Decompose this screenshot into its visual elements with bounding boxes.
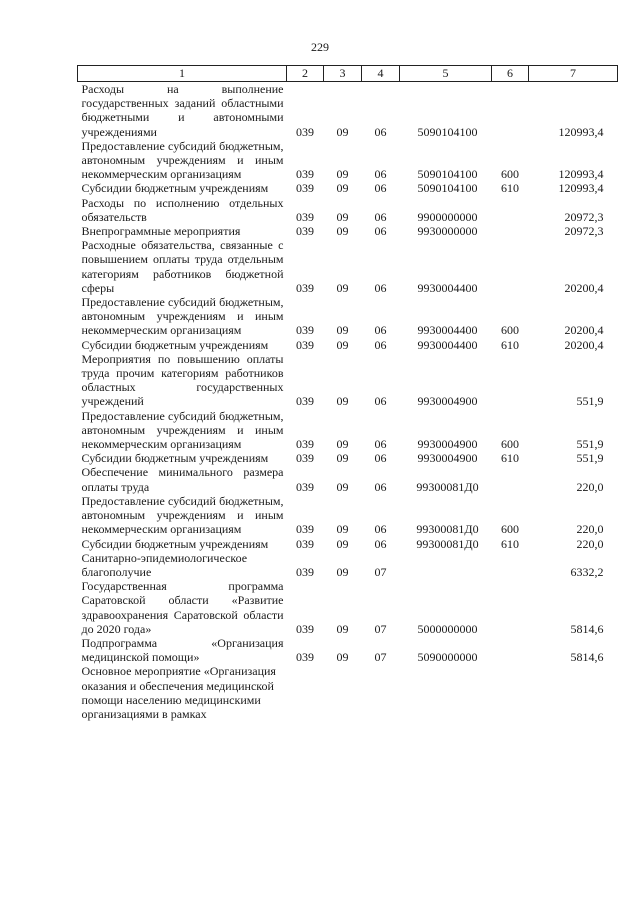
row-ministry-code [287,664,324,721]
row-expense-type: 600 [501,167,519,182]
row-name: Расходы по исполнению отдельных обязательств [81,195,284,224]
row-subsection: 06 [374,437,387,452]
row-subsection: 06 [374,479,387,494]
header-col-4: 4 [362,66,400,82]
row-subsection: 06 [374,536,387,551]
row-section: 09 [336,181,349,196]
row-name: Субсидии бюджетным учреждениям [81,337,269,352]
row-expense-type [492,352,529,409]
row-expense-type: 610 [501,536,519,551]
row-amount: 220,0 [576,479,604,494]
header-col-1: 1 [78,66,287,82]
row-expense-type [492,551,529,579]
table-row [78,494,618,537]
row-section: 09 [336,394,349,409]
table-row [78,139,618,182]
row-amount: 220,0 [576,536,604,551]
row-subsection: 06 [374,209,387,224]
table-row [78,352,618,409]
row-target-article: 9930000000 [417,224,478,239]
row-name: Предоставление субсидий бюджетным, автономным учреждениям и иным некоммерческим организациям [81,138,284,182]
table-row [78,338,618,352]
row-ministry-code: 039 [296,621,314,636]
row-subsection [362,664,400,721]
row-ministry-code: 039 [296,280,314,295]
row-amount: 120993,4 [558,167,604,182]
row-section: 09 [336,209,349,224]
row-expense-type [492,664,529,721]
row-expense-type: 610 [501,451,519,466]
row-amount: 120993,4 [558,124,604,139]
header-col-3: 3 [324,66,362,82]
row-section: 09 [336,621,349,636]
table-row [78,409,618,452]
row-subsection: 06 [374,224,387,239]
row-ministry-code: 039 [296,564,314,579]
row-amount: 551,9 [576,437,604,452]
row-target-article: 99300081Д0 [416,536,479,551]
row-subsection: 06 [374,337,387,352]
row-amount [529,664,618,721]
row-amount: 220,0 [576,522,604,537]
header-col-5: 5 [400,66,492,82]
row-name: Обеспечение минимального размера оплаты труда [81,465,284,494]
row-name: Предоставление субсидий бюджетным, автономным учреждениям и иным некоммерческим организациям [81,493,284,537]
row-ministry-code: 039 [296,479,314,494]
row-expense-type: 600 [501,437,519,452]
row-name: Государственная программа Саратовской области «Развитие здравоохранения Саратовской области до 2020 года» [81,579,284,636]
row-amount: 551,9 [576,451,604,466]
row-subsection: 06 [374,323,387,338]
row-ministry-code: 039 [296,437,314,452]
row-subsection: 07 [374,564,387,579]
row-subsection: 06 [374,167,387,182]
row-amount: 551,9 [576,394,604,409]
row-name: Санитарно-эпидемиологическое благополучие [81,550,248,579]
row-subsection: 06 [374,451,387,466]
budget-table [77,65,618,721]
row-subsection: 07 [374,650,387,665]
row-section: 09 [336,224,349,239]
row-ministry-code: 039 [296,323,314,338]
row-name: Предоставление субсидий бюджетным, автономным учреждениям и иным некоммерческим организациям [81,408,284,452]
row-section: 09 [336,522,349,537]
row-expense-type: 610 [501,181,519,196]
row-ministry-code: 039 [296,337,314,352]
row-target-article: 9930004900 [417,451,478,466]
table-row [78,295,618,338]
row-name: Внепрограммные мероприятия [81,224,241,239]
row-section: 09 [336,337,349,352]
row-section: 09 [336,323,349,338]
row-expense-type: 600 [501,323,519,338]
table-row [78,224,618,238]
row-target-article [400,551,492,579]
row-section: 09 [336,536,349,551]
header-col-6: 6 [492,66,529,82]
table-row [78,196,618,224]
row-section: 09 [336,451,349,466]
row-section: 09 [336,650,349,665]
row-ministry-code: 039 [296,181,314,196]
row-amount: 20200,4 [564,337,604,352]
row-expense-type [492,238,529,295]
row-target-article: 5000000000 [417,621,478,636]
header-row [78,66,618,82]
table-row [78,579,618,636]
table-row [78,451,618,465]
row-name: Субсидии бюджетным учреждениям [81,536,269,551]
row-subsection: 06 [374,280,387,295]
row-section: 09 [336,280,349,295]
row-amount: 20972,3 [564,224,604,239]
row-target-article: 9930004400 [417,323,478,338]
row-expense-type [492,579,529,636]
row-expense-type [492,465,529,493]
table-row [78,537,618,551]
table-row [78,664,618,721]
row-amount: 20200,4 [564,323,604,338]
table-row [78,636,618,664]
row-target-article: 5090000000 [417,650,478,665]
row-name: Расходные обязательства, связанные с повышением оплаты труда отдельным категориям работников бюджетной сферы [81,238,284,295]
row-ministry-code: 039 [296,536,314,551]
row-expense-type: 610 [501,337,519,352]
row-ministry-code: 039 [296,394,314,409]
row-name: Мероприятия по повышению оплаты труда прочим категориям работников областных государственных учреждений [81,351,284,409]
row-target-article: 9930004900 [417,437,478,452]
row-expense-type: 600 [501,522,519,537]
row-ministry-code: 039 [296,124,314,139]
row-expense-type [492,636,529,664]
row-target-article: 99300081Д0 [416,522,479,537]
row-subsection: 06 [374,181,387,196]
table-row [78,181,618,195]
row-target-article: 5090104100 [417,124,478,139]
row-name: Субсидии бюджетным учреждениям [81,181,269,196]
row-subsection: 06 [374,124,387,139]
row-amount: 6332,2 [570,564,604,579]
row-subsection: 06 [374,394,387,409]
row-name: Подпрограмма «Организация медицинской помощи» [81,635,284,665]
row-target-article: 9930004900 [417,394,478,409]
row-section: 09 [336,479,349,494]
row-subsection: 07 [374,621,387,636]
table-row [78,82,618,139]
row-name: Расходы на выполнение государственных заданий областными бюджетными и автономными учреждениями [81,82,284,139]
row-target-article: 9900000000 [417,209,478,224]
row-target-article [400,664,492,721]
row-section: 09 [336,124,349,139]
row-amount: 20200,4 [564,280,604,295]
row-section: 09 [336,564,349,579]
row-amount: 120993,4 [558,181,604,196]
row-name: Предоставление субсидий бюджетным, автономным учреждениям и иным некоммерческим организациям [81,295,284,338]
table-row [78,238,618,295]
row-ministry-code: 039 [296,522,314,537]
row-amount: 20972,3 [564,209,604,224]
row-section: 09 [336,437,349,452]
row-expense-type [492,196,529,224]
row-name: Основное мероприятие «Организация оказания и обеспечения медицинской помощи населению медицинскими организациями в рамках [81,664,276,721]
row-target-article: 9930004400 [417,337,478,352]
row-target-article: 5090104100 [417,167,478,182]
row-section: 09 [336,167,349,182]
row-amount: 5814,6 [570,650,604,665]
row-ministry-code: 039 [296,209,314,224]
row-target-article: 9930004400 [417,280,478,295]
table-row [78,465,618,493]
row-section [324,664,362,721]
row-subsection: 06 [374,522,387,537]
row-expense-type [492,224,529,238]
row-ministry-code: 039 [296,650,314,665]
row-target-article: 5090104100 [417,181,478,196]
row-ministry-code: 039 [296,224,314,239]
table-row [78,551,618,579]
row-name: Субсидии бюджетным учреждениям [81,451,269,466]
row-amount: 5814,6 [570,621,604,636]
page-number: 229 [311,40,329,54]
row-target-article: 99300081Д0 [416,479,479,494]
header-col-2: 2 [287,66,324,82]
row-expense-type [492,82,529,139]
row-ministry-code: 039 [296,167,314,182]
header-col-7: 7 [529,66,618,82]
row-ministry-code: 039 [296,451,314,466]
